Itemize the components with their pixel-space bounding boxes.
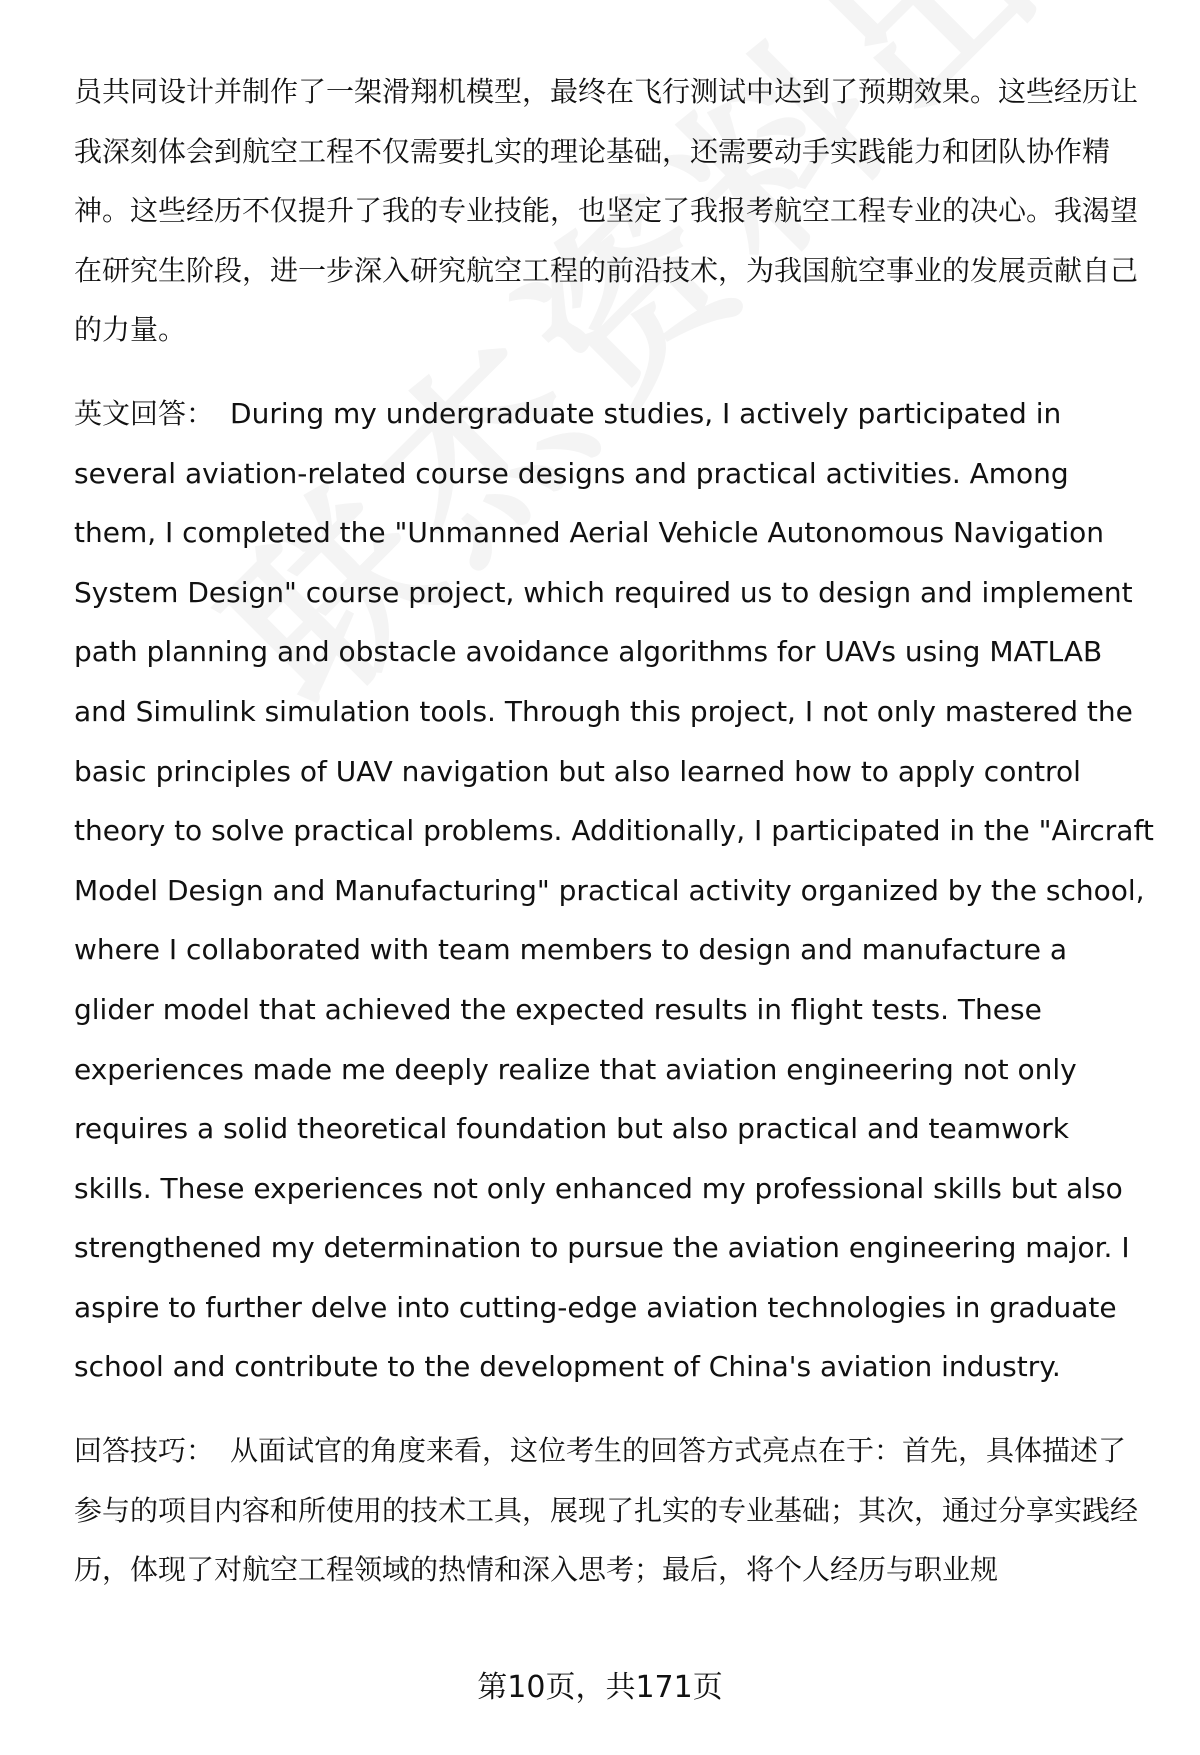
english-answer-text: During my undergraduate studies, I actively participated in several aviation-related course designs and practical activities. Among them, I completed the "Unmanned Aerial Vehicle Autonomous Navigation System Design" course project, which required us to design and implement path planning and obstacle avoidance algorithms for UAVs using MATLAB and Simulink simulation tools. Through this project, I not only mastered the basic principles of UAV navigation but also learned how to apply control theory to solve practical problems. Additionally, I participated in the "Aircraft Model Design and Manufacturing" practical activity organized by the school, where I collaborated with team members to design and manufacture a glider model that achieved the expected results in flight tests. These experiences made me deeply realize that aviation engineering not only requires a solid theoretical foundation but also practical and teamwork skills. These experiences not only enhanced my professional skills but also strengthened my determination to pursue the aviation engineering major. I aspire to further delve into cutting-edge aviation technologies in graduate school and contribute to the development of China's aviation industry. <box>74 396 1154 1384</box>
tips-label: 回答技巧： <box>74 1434 215 1468</box>
page-footer: 第10页，共171页 <box>477 1670 723 1705</box>
english-answer-label: 英文回答： <box>74 396 215 430</box>
tips-paragraph <box>74 1421 1154 1600</box>
english-answer-paragraph <box>74 384 1154 1397</box>
tips-text: 从面试官的角度来看，这位考生的回答方式亮点在于：首先，具体描述了参与的项目内容和所使用的技术工具，展现了扎实的专业基础；其次，通过分享实践经历，体现了对航空工程领域的热情和深入思考；最后，将个人经历与职业规 <box>74 1434 1139 1587</box>
document-body <box>74 62 1154 1624</box>
continuation-paragraph: 员共同设计并制作了一架滑翔机模型，最终在飞行测试中达到了预期效果。这些经历让我深刻体会到航空工程不仅需要扎实的理论基础，还需要动手实践能力和团队协作精神。这些经历不仅提升了我的专业技能，也坚定了我报考航空工程专业的决心。我渴望在研究生阶段，进一步深入研究航空工程的前沿技术，为我国航空事业的发展贡献自己的力量。 <box>74 75 1139 347</box>
